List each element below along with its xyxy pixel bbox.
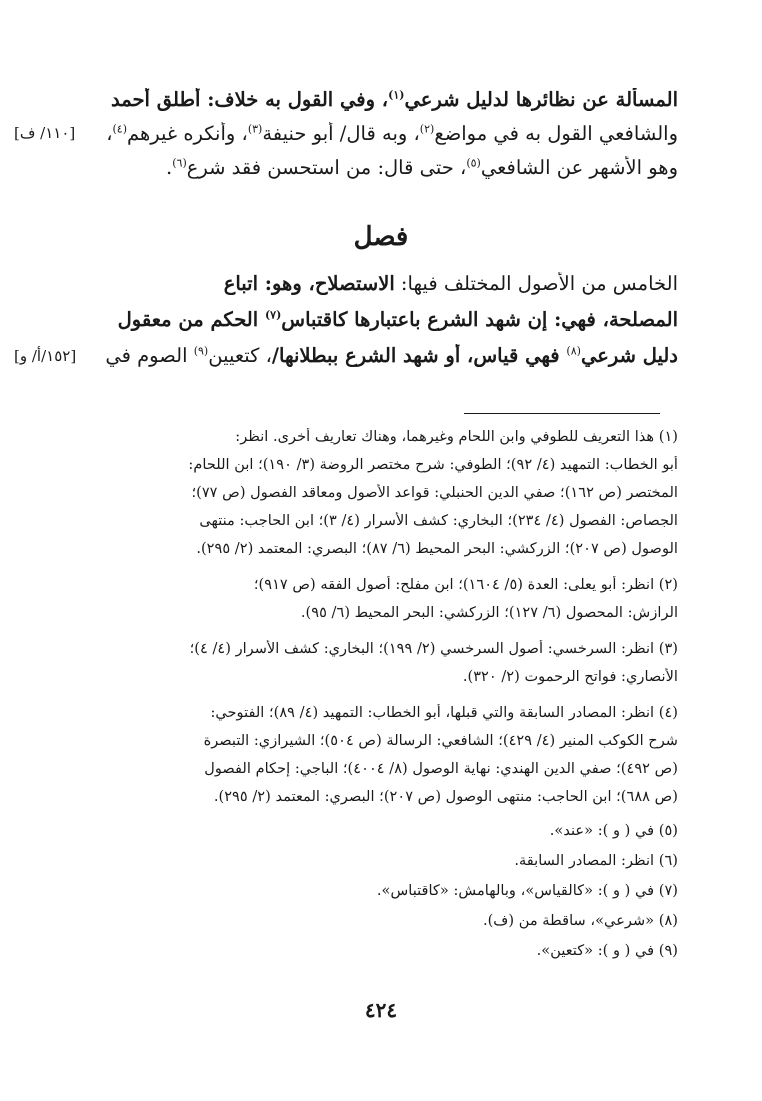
section-heading: فصل bbox=[353, 222, 409, 252]
footnote-line: (٦) انظر: المصادر السابقة. bbox=[514, 852, 678, 869]
text-run: والشافعي القول به في مواضع bbox=[434, 122, 678, 145]
page-number: ٤٢٤ bbox=[364, 998, 398, 1022]
text-run: ، حتى قال: من استحسن فقد شرع bbox=[186, 156, 467, 179]
footnote-line: (ص ٦٨٨)؛ ابن الحاجب: منتهى الوصول (ص ٢٠٧)؛ البصري: المعتمد (٢/ ٢٩٥). bbox=[213, 788, 678, 805]
footnote-ref[interactable]: (٩) bbox=[193, 344, 209, 358]
text-run: ، وبه قال/ أبو حنيفة bbox=[262, 122, 420, 145]
paragraph-line bbox=[72, 272, 678, 295]
paragraph-line bbox=[72, 308, 678, 331]
text-run: ، وفي القول به خلاف: أطلق أحمد bbox=[110, 88, 389, 111]
text-run: . bbox=[166, 156, 173, 179]
footnote-line: (٧) في ( و ): «كالقياس»، وبالهامش: «كاقتباس». bbox=[376, 882, 678, 899]
paragraph-line bbox=[72, 122, 678, 145]
footnote-ref[interactable]: (٨) bbox=[566, 344, 581, 358]
text-run: الحكم من معقول bbox=[117, 308, 265, 331]
footnote-line: المختصر (ص ١٦٢)؛ صفي الدين الحنبلي: قواعد الأصول ومعاقد الفصول (ص ٧٧)؛ bbox=[191, 484, 678, 501]
text-run: الخامس من الأصول المختلف فيها: bbox=[394, 272, 678, 295]
text-run: الاستصلاح، وهو: اتباع bbox=[223, 272, 395, 295]
footnote-ref[interactable]: (٧) bbox=[264, 308, 282, 322]
footnote-line: (٤) انظر: المصادر السابقة والتي قبلها، أبو الخطاب: التمهيد (٤/ ٨٩)؛ الفتوحي: bbox=[210, 704, 678, 721]
footnote-ref[interactable]: (١) bbox=[388, 88, 405, 102]
margin-note: [١٥٢/أ/ و] bbox=[14, 347, 77, 365]
text-run: ، bbox=[106, 122, 113, 145]
text-run: وهو الأشهر عن الشافعي bbox=[480, 156, 678, 179]
footnote-ref[interactable]: (٦) bbox=[172, 156, 187, 170]
paragraph-line bbox=[72, 156, 678, 179]
footnote-line: (١) هذا التعريف للطوفي وابن اللحام وغيرهما، وهناك تعاريف أخرى. انظر: bbox=[235, 428, 678, 445]
paragraph-line bbox=[72, 88, 678, 111]
footnote-separator bbox=[464, 413, 660, 414]
text-run: ، وأنكره غيرهم bbox=[127, 122, 248, 145]
text-run: المسألة عن نظائرها لدليل شرعي bbox=[404, 88, 678, 111]
text-run: الصوم في bbox=[105, 344, 194, 367]
footnote-line: (٨) «شرعي»، ساقطة من (ف). bbox=[482, 912, 678, 929]
margin-note: [١١٠/ ف] bbox=[14, 124, 76, 142]
footnote-line: (ص ٤٩٢)؛ صفي الدين الهندي: نهاية الوصول (٨/ ٤٠٠٤)؛ الباجي: إحكام الفصول bbox=[204, 760, 678, 777]
footnote-ref[interactable]: (٢) bbox=[419, 122, 435, 136]
footnote-line: (٣) انظر: السرخسي: أصول السرخسي (٢/ ١٩٩)؛ البخاري: كشف الأسرار (٤/ ٤)؛ bbox=[189, 640, 678, 657]
text-run: فهي قياس، أو شهد الشرع ببطلانها/ bbox=[271, 344, 567, 367]
footnote-ref[interactable]: (٤) bbox=[112, 122, 128, 136]
text-run: دليل شرعي bbox=[580, 344, 678, 367]
footnote-line: الرازش: المحصول (٦/ ١٢٧)؛ الزركشي: البحر المحيط (٦/ ٩٥). bbox=[300, 604, 678, 621]
paragraph-line bbox=[72, 344, 678, 367]
text-run: ، كتعيين bbox=[208, 344, 272, 367]
footnote-line: الجصاص: الفصول (٤/ ٢٣٤)؛ البخاري: كشف الأسرار (٤/ ٣)؛ ابن الحاجب: منتهى bbox=[199, 512, 678, 529]
footnote-line: أبو الخطاب: التمهيد (٤/ ٩٢)؛ الطوفي: شرح مختصر الروضة (٣/ ١٩٠)؛ ابن اللحام: bbox=[188, 456, 678, 473]
footnote-ref[interactable]: (٥) bbox=[466, 156, 481, 170]
footnote-line: الأنصاري: فواتح الرحموت (٢/ ٣٢٠). bbox=[462, 668, 678, 685]
footnote-line: (٥) في ( و ): «عند». bbox=[549, 822, 678, 839]
footnote-line: (٢) انظر: أبو يعلى: العدة (٥/ ١٦٠٤)؛ ابن مفلح: أصول الفقه (ص ٩١٧)؛ bbox=[253, 576, 678, 593]
text-run: المصلحة، فهي: إن شهد الشرع باعتبارها كاقتباس bbox=[281, 308, 678, 331]
footnote-line: (٩) في ( و ): «كتعين». bbox=[536, 942, 678, 959]
footnote-line: شرح الكوكب المنير (٤/ ٤٢٩)؛ الشافعي: الرسالة (ص ٥٠٤)؛ الشيرازي: التبصرة bbox=[203, 732, 678, 749]
footnote-line: الوصول (ص ٢٠٧)؛ الزركشي: البحر المحيط (٦/ ٨٧)؛ البصري: المعتمد (٢/ ٢٩٥). bbox=[196, 540, 678, 557]
footnote-ref[interactable]: (٣) bbox=[247, 122, 263, 136]
